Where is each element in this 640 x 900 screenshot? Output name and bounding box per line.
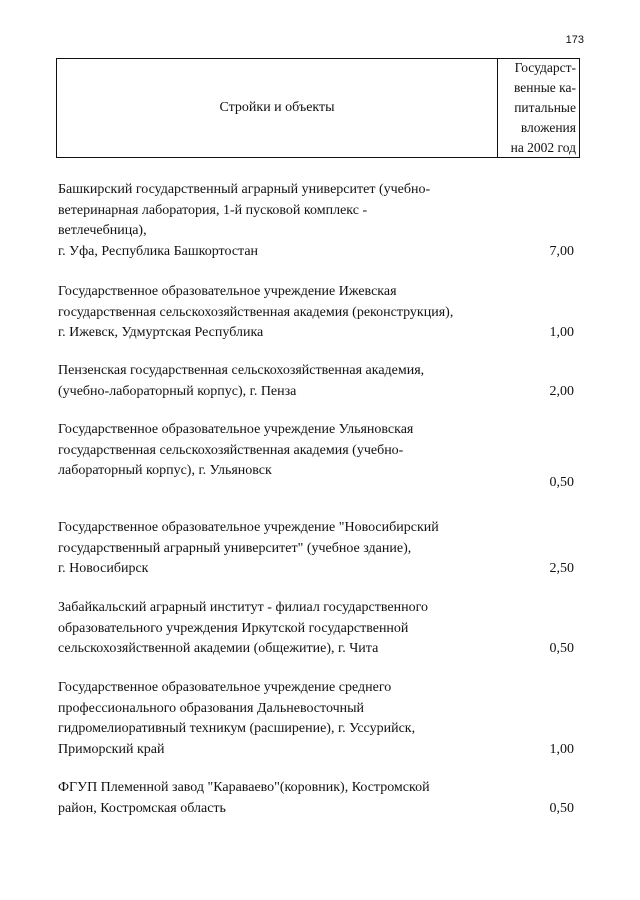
entry-text: Государственное образовательное учреждение Ульяновская государственная сельскохозяйственная академия (учебно- лабораторный корпус), г. Ульяновск [58, 422, 414, 478]
entry-value: 0,50 [549, 475, 574, 490]
entry-text: Государственное образовательное учреждение "Новосибирский государственный аграрный университет" (учебное здание), г. Новосибирск [58, 520, 439, 576]
list-item [58, 778, 578, 819]
list-item [58, 282, 578, 344]
list-item [58, 678, 578, 760]
list-item [58, 180, 578, 262]
header-investment-label: Государст- венные ка- питальные вложения на 2002 год [510, 60, 576, 155]
entry-text: ФГУП Племенной завод "Караваево"(коровник), Костромской район, Костромская область [58, 780, 430, 816]
list-item [58, 518, 578, 580]
header-objects-column: Стройки и объекты [57, 59, 498, 157]
list-item [58, 420, 578, 490]
header-investment-column [498, 59, 579, 157]
entry-value: 0,50 [549, 641, 574, 656]
entry-text: Забайкальский аграрный институт - филиал государственного образовательного учреждения Иркутской государственной сельскохозяйственной академии (общежитие), г. Чита [58, 600, 428, 656]
list-item [58, 361, 578, 402]
table-header [56, 58, 580, 158]
list-item [58, 598, 578, 660]
entry-text: Башкирский государственный аграрный университет (учебно- ветеринарная лаборатория, 1-й пусковой комплекс - ветлечебница), г. Уфа, Республика Башкортостан [58, 182, 431, 259]
entry-value: 1,00 [549, 325, 574, 340]
entry-value: 0,50 [549, 800, 574, 816]
entry-text: Государственное образовательное учреждение Ижевская государственная сельскохозяйственная академия (реконструкция), г. Ижевск, Удмуртская Республика [58, 284, 454, 340]
entry-text: Пензенская государственная сельскохозяйственная академия, (учебно-лабораторный корпус), г. Пенза [58, 363, 425, 399]
entry-value: 1,00 [549, 741, 574, 757]
page-number: 173 [565, 34, 584, 46]
entry-value: 2,50 [549, 561, 574, 576]
entry-value: 2,00 [549, 383, 574, 399]
entry-text: Государственное образовательное учреждение среднего профессионального образования Дальневосточный гидромелиоративный техникум (расширение), г. Уссурийск, Приморский край [58, 680, 416, 757]
entry-value: 7,00 [549, 243, 574, 259]
